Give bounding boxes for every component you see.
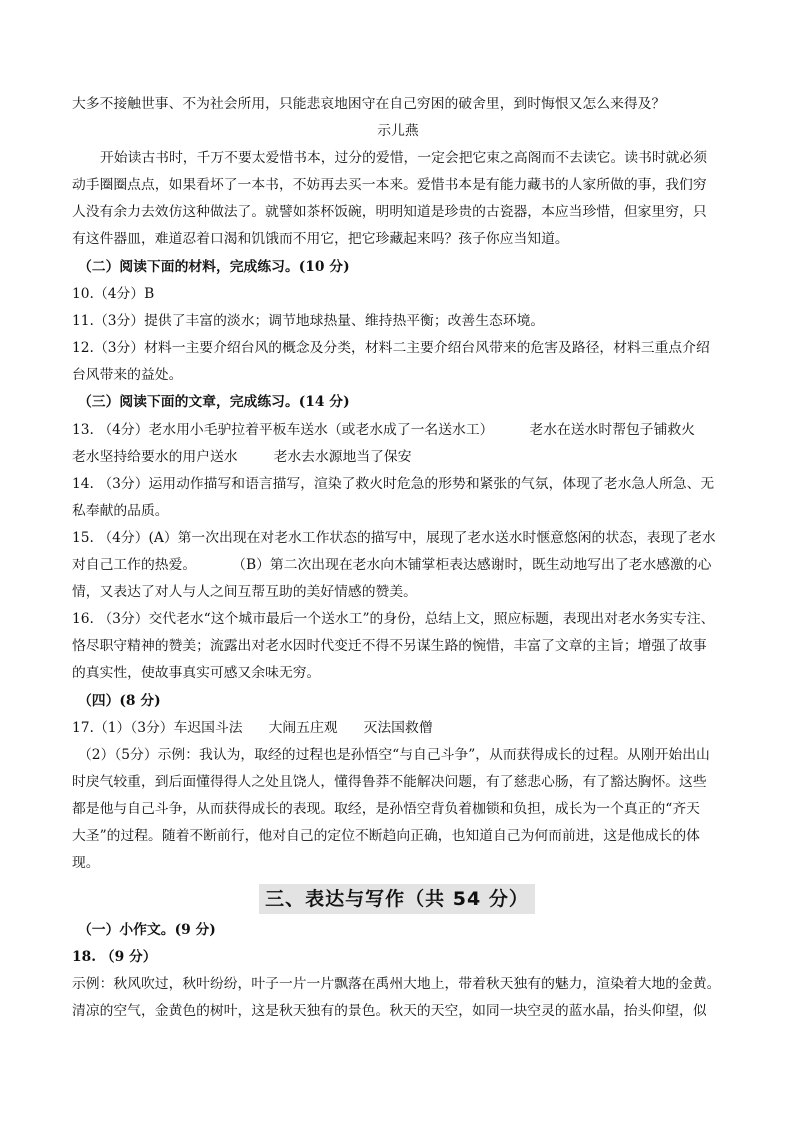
answer-line — [72, 447, 724, 467]
answer-part: 老水在送水时帮包子铺救火 — [529, 422, 695, 438]
answer-line — [72, 420, 724, 440]
answer-line: 现。 — [72, 855, 100, 871]
answer-line: 10.（4分）B — [72, 286, 155, 302]
answer-line: 都是他与自己斗争，从而获得成长的表现。取经，是孙悟空背负着枷锁和负担，成长为一个真正的“齐天 — [72, 801, 700, 817]
answer-part: 老水坚持给要水的用户送水 — [72, 449, 238, 465]
part-heading-wrap — [0, 884, 794, 914]
answer-part: 13. （4分）老水用小毛驴拉着平板车送水（或老水成了一名送水工） — [72, 422, 494, 438]
answer-line — [72, 718, 724, 738]
answer-line: 的真实性，使故事真实可感又余味无穷。 — [72, 665, 321, 681]
answer-line: 11.（3分）提供了丰富的淡水；调节地球热量、维持热平衡；改善生态环境。 — [72, 313, 545, 329]
answer-line: 14. （3分）运用动作描写和语言描写，渲染了救火时危急的形势和紧张的气氛，体现了老水急人所急、无 — [72, 476, 715, 492]
part-heading: 三、表达与写作（共 54 分） — [259, 884, 535, 914]
answer-part: 17.（1）（3分）车迟国斗法 — [72, 720, 243, 736]
answer-part: 灭法国救僧 — [363, 720, 433, 736]
answer-line: 恪尽职守精神的赞美；流露出对老水因时代变迁不得不另谋生路的惋惜，丰富了文章的主旨；增强了故事 — [72, 638, 707, 654]
text-line: 动手圈圈点点，如果看坏了一本书，不妨再去买一本来。爱惜书本是有能力藏书的人家所做的事，我们穷 — [72, 177, 707, 193]
section-heading: （三）阅读下面的文章，完成练习。(14 分) — [78, 394, 350, 410]
answer-part: 对自己工作的热爱。 — [72, 557, 197, 573]
answer-line: 时戾气较重，到后面懂得得人之处且饶人，懂得鲁莽不能解决问题，有了慈悲心肠，有了豁达胸怀。这些 — [72, 774, 707, 790]
answer-line: 示例：秋风吹过，秋叶纷纷，叶子一片一片飘落在禹州大地上，带着秋天独有的魅力，渲染着大地的金黄。 — [72, 976, 721, 992]
text-line: 有这件器皿，难道忍着口渴和饥饿而不用它，把它珍藏起来吗？孩子你应当知道。 — [72, 231, 569, 247]
answer-line: 台风带来的益处。 — [72, 367, 183, 383]
answer-line: 15. （4分）(A）第一次出现在对老水工作状态的描写中，展现了老水送水时惬意悠闲的状态，表现了老水 — [72, 530, 716, 546]
answer-line: 大圣”的过程。随着不断前行，他对自己的定位不断趋向正确，也知道自己为何而前进，这是他成长的体 — [72, 828, 700, 844]
answer-line: （2）（5分）示例：我认为，取经的过程也是孙悟空“与自己斗争”，从而获得成长的过程。从刚开始出山 — [78, 747, 710, 763]
answer-part: 大闹五庄观 — [268, 720, 338, 736]
question-number: 18. （9 分） — [72, 949, 157, 965]
answer-line: 私奉献的品质。 — [72, 503, 169, 519]
text-line: 开始读古书时，千万不要太爱惜书本，过分的爱惜，一定会把它束之高阁而不去读它。读书时就必须 — [100, 150, 708, 166]
answer-line: 12.（3分）材料一主要介绍台风的概念及分类，材料二主要介绍台风带来的危害及路径，材料三重点介绍 — [72, 340, 710, 356]
answer-part: （B）第二次出现在老水向木铺掌柜表达感谢时，既生动地写出了老水感激的心 — [232, 557, 712, 573]
subtitle: 示儿燕 — [377, 123, 419, 139]
section-heading: （一）小作文。(9 分) — [78, 922, 216, 938]
answer-line: 16. （3分）交代老水“这个城市最后一个送水工”的身份，总结上文，照应标题，表现出对老水务实专注、 — [72, 611, 715, 627]
text-line: 人没有余力去效仿这种做法了。就譬如茶杯饭碗，明明知道是珍贵的古瓷器，本应当珍惜，但家里穷，只 — [72, 204, 707, 220]
answer-line: 情，又表达了对人与人之间互帮互助的美好情感的赞美。 — [72, 584, 417, 600]
section-heading: （二）阅读下面的材料，完成练习。(10 分) — [78, 259, 350, 275]
answer-line: 清凉的空气，金黄色的树叶，这是秋天独有的景色。秋天的天空，如同一块空灵的蓝水晶，抬头仰望，似 — [72, 1003, 707, 1019]
text-line: 大多不接触世事、不为社会所用，只能悲哀地困守在自己穷困的破舍里，到时悔恨又怎么来得及？ — [72, 96, 666, 112]
answer-line — [72, 555, 724, 575]
answer-part: 老水去水源地当了保安 — [273, 449, 412, 465]
section-heading: （四）(8 分) — [78, 693, 161, 709]
